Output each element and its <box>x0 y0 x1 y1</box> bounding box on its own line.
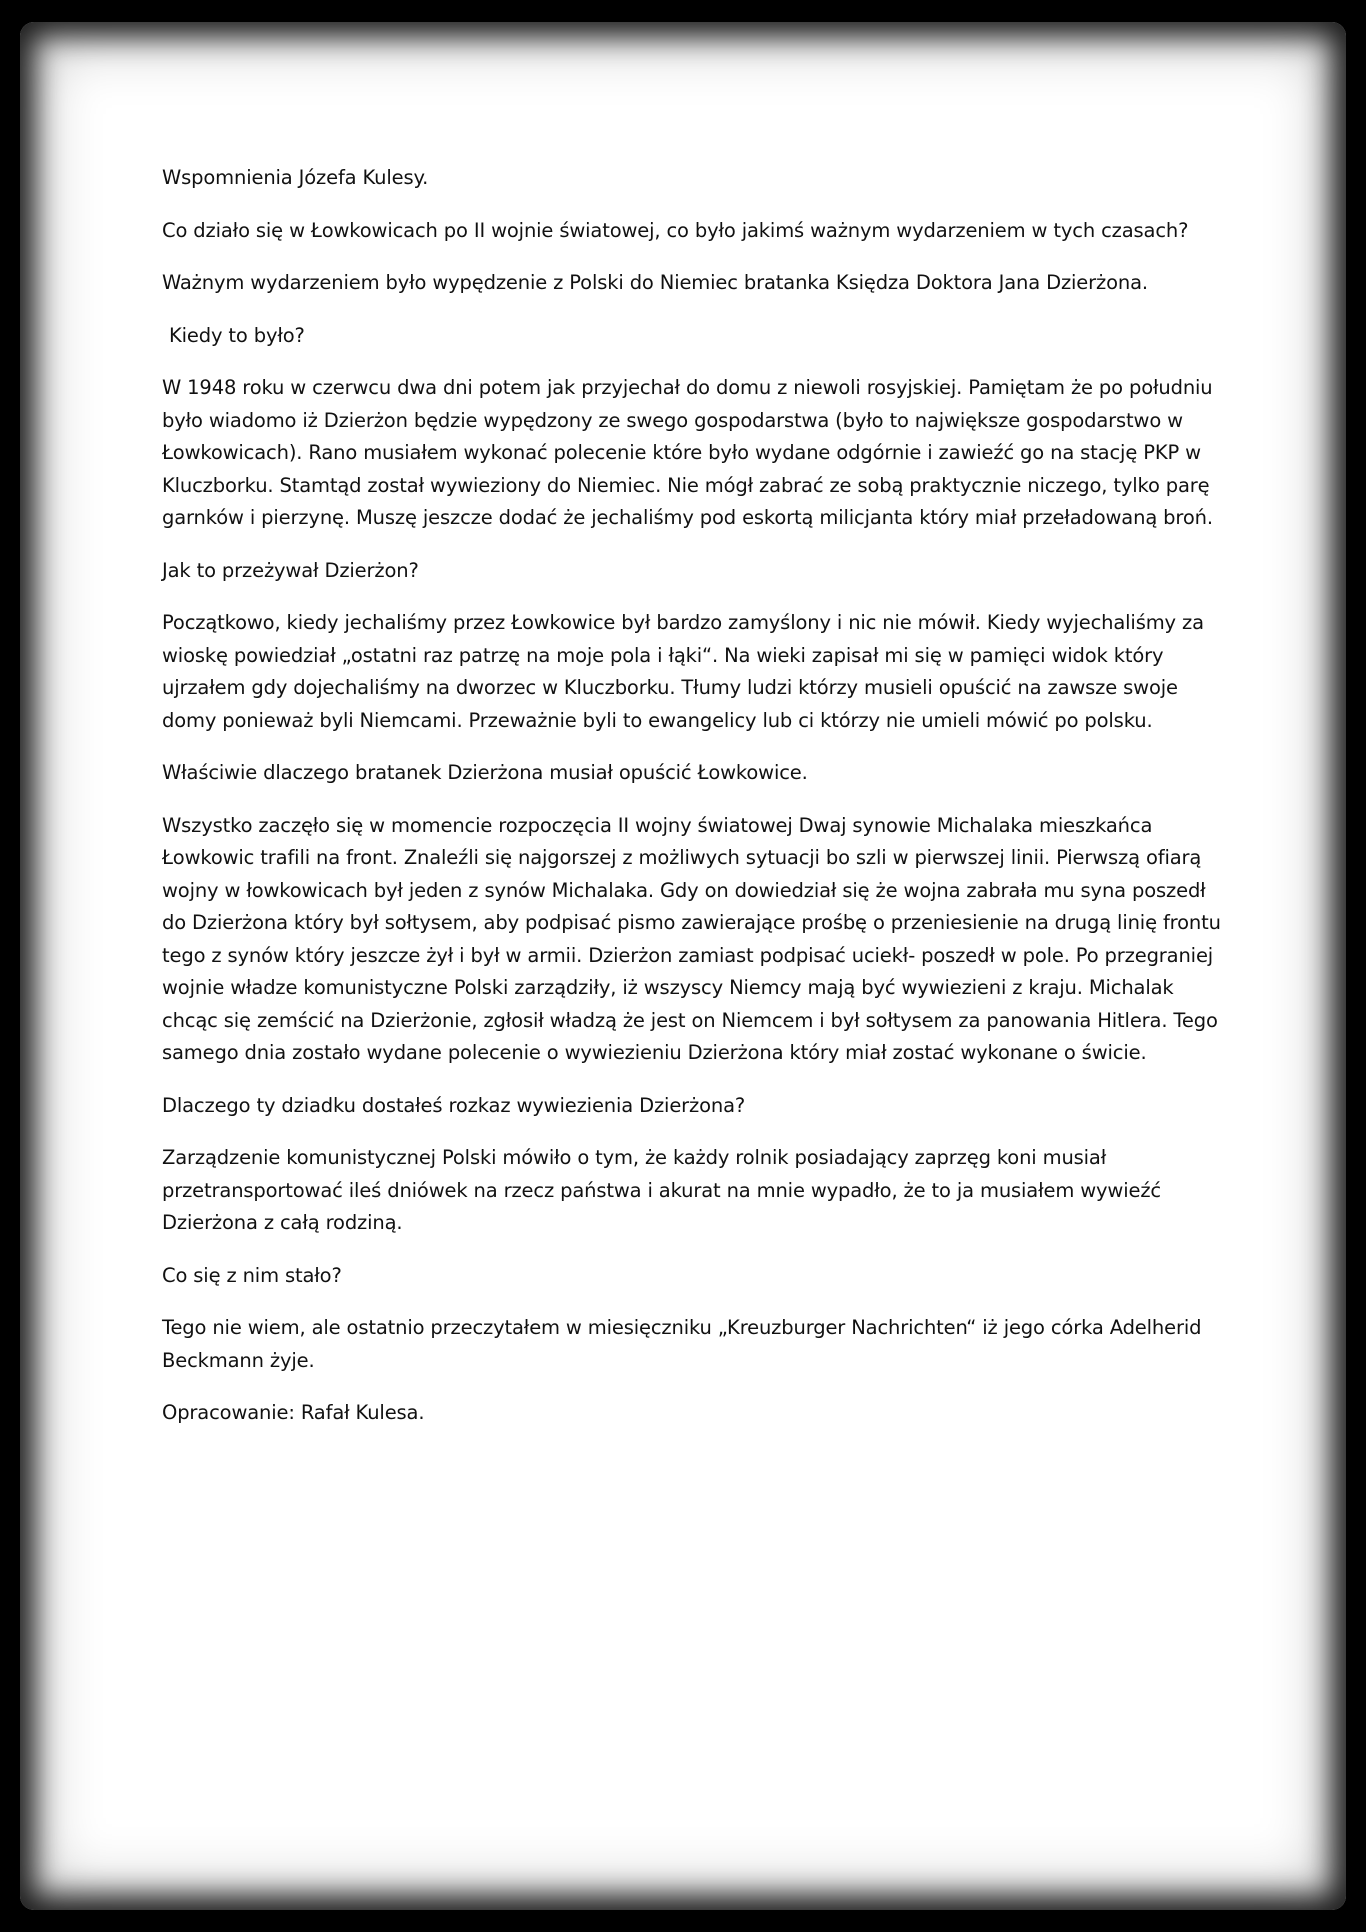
question-paragraph: Dlaczego ty dziadku dostałeś rozkaz wywiezienia Dzierżona? <box>162 1093 746 1117</box>
answer-paragraph: Początkowo, kiedy jechaliśmy przez Łowkowice był bardzo zamyślony i nic nie mówił. Kiedy wyjechaliśmy za wioskę powiedział „ostatni raz patrzę na moje pola i łąki“. Na wieki zapisał mi się w pamięci widok który ujrzałem gdy dojechaliśmy na dworzec w Kluczborku. Tłumy ludzi którzy musieli opuścić na zawsze swoje domy ponieważ byli Niemcami. Przeważnie byli to ewangelicy lub ci którzy nie umieli mówić po polsku. <box>162 611 1204 732</box>
question-paragraph: Co się z nim stało? <box>162 1263 342 1287</box>
document-body <box>162 162 1222 1450</box>
answer-paragraph: Tego nie wiem, ale ostatnio przeczytałem w miesięczniku „Kreuzburger Nachrichten“ iż jego córka Adelherid Beckmann żyje. <box>162 1316 1202 1372</box>
answer-paragraph: W 1948 roku w czerwcu dwa dni potem jak przyjechał do domu z niewoli rosyjskiej. Pamiętam że po południu było wiadomo iż Dzierżon będzie wypędzony ze swego gospodarstwa (było to największe gospodarstwo w Łowkowicach). Rano musiałem wykonać polecenie które było wydane odgórnie i zawieźć go na stację PKP w Kluczborku. Stamtąd został wywieziony do Niemiec. Nie mógł zabrać ze sobą praktycznie niczego, tylko parę garnków i pierzynę. Muszę jeszcze dodać że jechaliśmy pod eskortą milicjanta który miał przeładowaną broń. <box>162 376 1213 529</box>
author-credit: Opracowanie: Rafał Kulesa. <box>162 1401 425 1424</box>
answer-paragraph: Ważnym wydarzeniem było wypędzenie z Polski do Niemiec bratanka Księdza Doktora Jana Dzierżona. <box>162 271 1148 294</box>
question-paragraph: Właściwie dlaczego bratanek Dzierżona musiał opuścić Łowkowice. <box>162 761 808 784</box>
question-paragraph: Jak to przeżywał Dzierżon? <box>162 558 419 582</box>
answer-paragraph: Wszystko zaczęło się w momencie rozpoczęcia II wojny światowej Dwaj synowie Michalaka mieszkańca Łowkowic trafili na front. Znaleźli się najgorszej z możliwych sytuacji bo szli w pierwszej linii. Pierwszą ofiarą wojny w łowkowicach był jeden z synów Michalaka. Gdy on dowiedział się że wojna zabrała mu syna poszedł do Dzierżona który był sołtysem, aby podpisać pismo zawierające prośbę o przeniesienie na drugą linię frontu tego z synów który jeszcze żył i był w armii. Dzierżon zamiast podpisać uciekł- poszedł w pole. Po przegraniej wojnie władze komunistyczne Polski zarządziły, iż wszyscy Niemcy mają być wywiezieni z kraju. Michalak chcąc się zemścić na Dzierżonie, zgłosił władzą że jest on Niemcem i był sołtysem za panowania Hitlera. Tego samego dnia zostało wydane polecenie o wywiezieniu Dzierżona który miał zostać wykonane o świcie. <box>162 813 1221 1064</box>
question-paragraph: Co działo się w Łowkowicach po II wojnie światowej, co było jakimś ważnym wydarzeniem w tych czasach? <box>162 218 1189 242</box>
answer-paragraph: Zarządzenie komunistycznej Polski mówiło o tym, że każdy rolnik posiadający zaprzęg koni musiał przetransportować ileś dniówek na rzecz państwa i akurat na mnie wypadło, że to ja musiałem wywieźć Dzierżona z całą rodziną. <box>162 1146 1161 1234</box>
document-title: Wspomnienia Józefa Kulesy. <box>162 166 429 189</box>
question-paragraph: Kiedy to było? <box>169 323 305 347</box>
document-page <box>20 22 1346 1910</box>
